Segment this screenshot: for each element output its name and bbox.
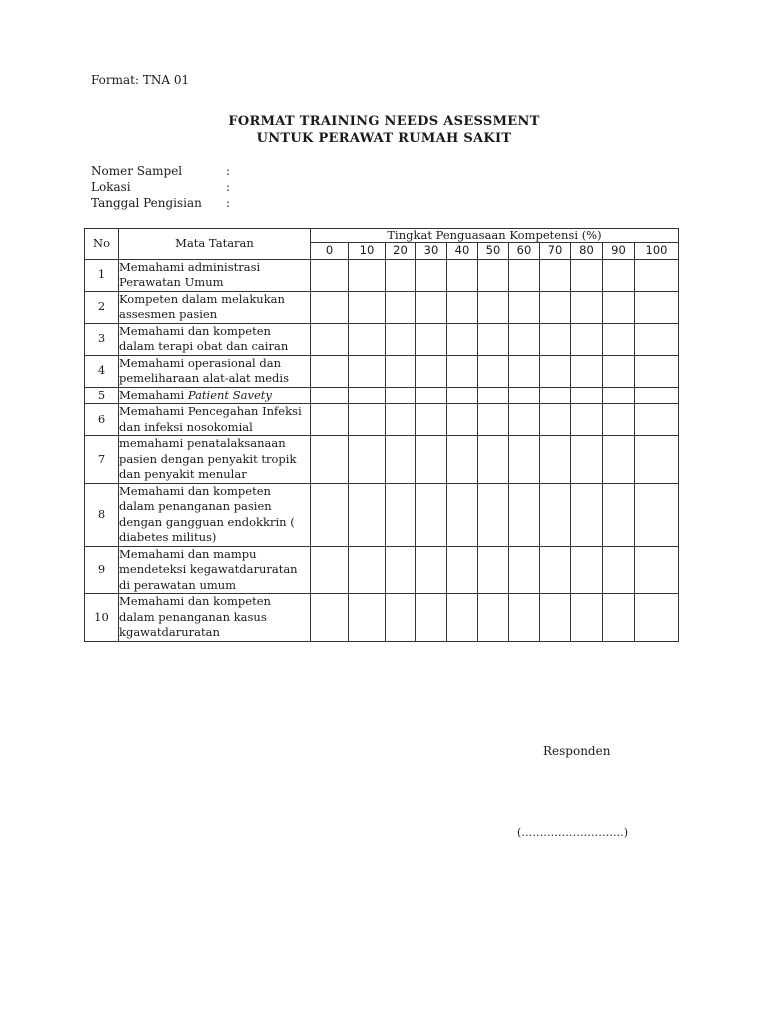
- level-checkbox-cell-60[interactable]: [509, 404, 540, 436]
- row-subject: [119, 436, 311, 484]
- level-checkbox-cell-90[interactable]: [603, 387, 635, 404]
- level-checkbox-cell-20[interactable]: [386, 355, 416, 387]
- table-row: [85, 387, 679, 404]
- level-checkbox-cell-90[interactable]: [603, 436, 635, 484]
- row-subject: [119, 404, 311, 436]
- level-checkbox-cell-90[interactable]: [603, 259, 635, 291]
- col-header-competency-level: Tingkat Penguasaan Kompetensi (%): [311, 229, 679, 243]
- level-checkbox-cell-30[interactable]: [416, 404, 447, 436]
- row-subject: [119, 355, 311, 387]
- row-number: 10: [85, 594, 119, 642]
- level-checkbox-cell-90[interactable]: [603, 594, 635, 642]
- row-subject: [119, 259, 311, 291]
- level-checkbox-cell-20[interactable]: [386, 387, 416, 404]
- level-header-60: 60: [509, 243, 540, 260]
- level-checkbox-cell-30[interactable]: [416, 323, 447, 355]
- level-header-80: 80: [571, 243, 603, 260]
- table-row: [85, 323, 679, 355]
- level-checkbox-cell-80[interactable]: [571, 387, 603, 404]
- level-checkbox-cell-20[interactable]: [386, 546, 416, 594]
- level-checkbox-cell-10[interactable]: [349, 404, 386, 436]
- level-checkbox-cell-20[interactable]: [386, 483, 416, 546]
- level-checkbox-cell-50[interactable]: [478, 323, 509, 355]
- level-checkbox-cell-0[interactable]: [311, 546, 349, 594]
- level-checkbox-cell-10[interactable]: [349, 355, 386, 387]
- level-checkbox-cell-100[interactable]: [635, 594, 679, 642]
- row-subject-text: Memahami dan kompeten dalam terapi obat dan cairan: [119, 323, 289, 353]
- level-checkbox-cell-80[interactable]: [571, 323, 603, 355]
- level-checkbox-cell-100[interactable]: [635, 483, 679, 546]
- field-colon-location: :: [226, 180, 231, 194]
- level-checkbox-cell-30[interactable]: [416, 259, 447, 291]
- level-checkbox-cell-20[interactable]: [386, 259, 416, 291]
- document-title-line2: UNTUK PERAWAT RUMAH SAKIT: [256, 131, 512, 146]
- level-checkbox-cell-90[interactable]: [603, 355, 635, 387]
- table-row: [85, 436, 679, 484]
- table-row: [85, 546, 679, 594]
- level-checkbox-cell-90[interactable]: [603, 404, 635, 436]
- level-checkbox-cell-80[interactable]: [571, 259, 603, 291]
- level-header-70: 70: [540, 243, 571, 260]
- col-header-subject: Mata Tataran: [119, 229, 311, 260]
- level-checkbox-cell-100[interactable]: [635, 546, 679, 594]
- row-number: 7: [85, 436, 119, 484]
- level-checkbox-cell-50[interactable]: [478, 594, 509, 642]
- level-checkbox-cell-70[interactable]: [540, 355, 571, 387]
- table-row: [85, 291, 679, 323]
- level-checkbox-cell-20[interactable]: [386, 404, 416, 436]
- table-row: [85, 594, 679, 642]
- level-checkbox-cell-10[interactable]: [349, 291, 386, 323]
- level-checkbox-cell-70[interactable]: [540, 594, 571, 642]
- level-checkbox-cell-70[interactable]: [540, 291, 571, 323]
- level-checkbox-cell-40[interactable]: [447, 483, 478, 546]
- level-checkbox-cell-0[interactable]: [311, 355, 349, 387]
- level-checkbox-cell-30[interactable]: [416, 355, 447, 387]
- level-checkbox-cell-80[interactable]: [571, 436, 603, 484]
- field-label-sample-number: Nomer Sampel: [91, 164, 183, 178]
- level-checkbox-cell-100[interactable]: [635, 387, 679, 404]
- table-row: [85, 404, 679, 436]
- row-subject-text: Memahami Pencegahan Infeksi dan infeksi nosokomial: [119, 404, 302, 434]
- level-checkbox-cell-90[interactable]: [603, 546, 635, 594]
- level-checkbox-cell-0[interactable]: [311, 436, 349, 484]
- level-checkbox-cell-30[interactable]: [416, 546, 447, 594]
- level-checkbox-cell-30[interactable]: [416, 483, 447, 546]
- level-checkbox-cell-70[interactable]: [540, 404, 571, 436]
- table-header-row: [85, 229, 679, 243]
- level-checkbox-cell-100[interactable]: [635, 259, 679, 291]
- level-checkbox-cell-0[interactable]: [311, 404, 349, 436]
- row-subject-prefix: Memahami: [119, 387, 188, 402]
- level-checkbox-cell-10[interactable]: [349, 323, 386, 355]
- level-checkbox-cell-50[interactable]: [478, 546, 509, 594]
- level-checkbox-cell-100[interactable]: [635, 323, 679, 355]
- level-checkbox-cell-40[interactable]: [447, 323, 478, 355]
- level-checkbox-cell-80[interactable]: [571, 594, 603, 642]
- level-checkbox-cell-20[interactable]: [386, 594, 416, 642]
- level-checkbox-cell-60[interactable]: [509, 387, 540, 404]
- row-subject-italic: Patient Savety: [187, 387, 272, 402]
- level-checkbox-cell-10[interactable]: [349, 546, 386, 594]
- level-checkbox-cell-10[interactable]: [349, 259, 386, 291]
- level-checkbox-cell-10[interactable]: [349, 594, 386, 642]
- level-checkbox-cell-10[interactable]: [349, 387, 386, 404]
- level-checkbox-cell-40[interactable]: [447, 387, 478, 404]
- level-checkbox-cell-60[interactable]: [509, 355, 540, 387]
- signature-placeholder: (……………………….): [517, 826, 629, 839]
- level-checkbox-cell-80[interactable]: [571, 546, 603, 594]
- row-subject-text: Memahami administrasi Perawatan Umum: [119, 259, 261, 289]
- level-checkbox-cell-0[interactable]: [311, 483, 349, 546]
- row-number: 3: [85, 323, 119, 355]
- level-checkbox-cell-80[interactable]: [571, 404, 603, 436]
- level-checkbox-cell-100[interactable]: [635, 404, 679, 436]
- level-checkbox-cell-40[interactable]: [447, 259, 478, 291]
- level-header-0: 0: [311, 243, 349, 260]
- field-colon-sample-number: :: [226, 164, 231, 178]
- level-checkbox-cell-70[interactable]: [540, 387, 571, 404]
- row-number: 1: [85, 259, 119, 291]
- row-subject: [119, 594, 311, 642]
- level-checkbox-cell-0[interactable]: [311, 387, 349, 404]
- row-number: 9: [85, 546, 119, 594]
- row-subject-text: Memahami dan mampu mendeteksi kegawatdaruratan di perawatan umum: [119, 546, 298, 592]
- level-checkbox-cell-0[interactable]: [311, 291, 349, 323]
- field-label-location: Lokasi: [91, 180, 131, 194]
- field-label-fill-date: Tanggal Pengisian: [91, 196, 202, 210]
- level-checkbox-cell-90[interactable]: [603, 291, 635, 323]
- row-number: 2: [85, 291, 119, 323]
- level-header-100: 100: [635, 243, 679, 260]
- level-checkbox-cell-60[interactable]: [509, 594, 540, 642]
- row-subject: [119, 387, 311, 404]
- level-checkbox-cell-30[interactable]: [416, 436, 447, 484]
- level-checkbox-cell-30[interactable]: [416, 291, 447, 323]
- row-subject-text: Memahami dan kompeten dalam penanganan pasien dengan gangguan endokkrin ( diabetes militus): [119, 483, 295, 544]
- level-checkbox-cell-40[interactable]: [447, 404, 478, 436]
- level-checkbox-cell-40[interactable]: [447, 436, 478, 484]
- row-number: 4: [85, 355, 119, 387]
- level-checkbox-cell-70[interactable]: [540, 323, 571, 355]
- row-subject-text: Memahami dan kompeten dalam penanganan kasus kgawatdaruratan: [119, 594, 271, 639]
- level-checkbox-cell-50[interactable]: [478, 355, 509, 387]
- row-subject: [119, 546, 311, 594]
- level-checkbox-cell-40[interactable]: [447, 291, 478, 323]
- level-checkbox-cell-50[interactable]: [478, 291, 509, 323]
- row-subject-text: memahami penatalaksanaan pasien dengan penyakit tropik dan penyakit menular: [119, 436, 297, 481]
- row-subject-text: Memahami operasional dan pemeliharaan alat-alat medis: [119, 355, 289, 385]
- row-subject: [119, 483, 311, 546]
- row-subject: [119, 323, 311, 355]
- level-checkbox-cell-30[interactable]: [416, 387, 447, 404]
- level-checkbox-cell-0[interactable]: [311, 259, 349, 291]
- level-checkbox-cell-70[interactable]: [540, 546, 571, 594]
- level-checkbox-cell-20[interactable]: [386, 323, 416, 355]
- level-checkbox-cell-100[interactable]: [635, 355, 679, 387]
- row-subject: [119, 291, 311, 323]
- row-subject-text: Kompeten dalam melakukan assesmen pasien: [119, 291, 285, 321]
- level-checkbox-cell-100[interactable]: [635, 436, 679, 484]
- level-header-50: 50: [478, 243, 509, 260]
- respondent-label: Responden: [543, 744, 611, 758]
- level-checkbox-cell-70[interactable]: [540, 436, 571, 484]
- level-checkbox-cell-100[interactable]: [635, 291, 679, 323]
- level-checkbox-cell-80[interactable]: [571, 483, 603, 546]
- level-checkbox-cell-10[interactable]: [349, 436, 386, 484]
- level-checkbox-cell-20[interactable]: [386, 291, 416, 323]
- level-checkbox-cell-60[interactable]: [509, 291, 540, 323]
- level-checkbox-cell-0[interactable]: [311, 594, 349, 642]
- level-checkbox-cell-70[interactable]: [540, 259, 571, 291]
- row-number: 5: [85, 387, 119, 404]
- level-checkbox-cell-10[interactable]: [349, 483, 386, 546]
- level-checkbox-cell-90[interactable]: [603, 483, 635, 546]
- row-number: 6: [85, 404, 119, 436]
- level-checkbox-cell-80[interactable]: [571, 355, 603, 387]
- level-checkbox-cell-50[interactable]: [478, 436, 509, 484]
- level-checkbox-cell-20[interactable]: [386, 436, 416, 484]
- level-checkbox-cell-60[interactable]: [509, 483, 540, 546]
- row-number: 8: [85, 483, 119, 546]
- level-checkbox-cell-40[interactable]: [447, 355, 478, 387]
- level-checkbox-cell-60[interactable]: [509, 546, 540, 594]
- document-title-line1: FORMAT TRAINING NEEDS ASESSMENT: [228, 114, 540, 129]
- level-header-40: 40: [447, 243, 478, 260]
- level-checkbox-cell-50[interactable]: [478, 404, 509, 436]
- level-checkbox-cell-40[interactable]: [447, 546, 478, 594]
- level-checkbox-cell-80[interactable]: [571, 291, 603, 323]
- table-row: [85, 355, 679, 387]
- format-code: Format: TNA 01: [91, 73, 190, 87]
- level-checkbox-cell-90[interactable]: [603, 323, 635, 355]
- level-header-10: 10: [349, 243, 386, 260]
- level-checkbox-cell-40[interactable]: [447, 594, 478, 642]
- level-header-90: 90: [603, 243, 635, 260]
- table-row: [85, 259, 679, 291]
- level-checkbox-cell-0[interactable]: [311, 323, 349, 355]
- level-checkbox-cell-60[interactable]: [509, 259, 540, 291]
- level-checkbox-cell-60[interactable]: [509, 323, 540, 355]
- field-colon-fill-date: :: [226, 196, 231, 210]
- level-checkbox-cell-50[interactable]: [478, 259, 509, 291]
- col-header-no: No: [85, 229, 119, 260]
- level-checkbox-cell-30[interactable]: [416, 594, 447, 642]
- level-checkbox-cell-50[interactable]: [478, 483, 509, 546]
- table-row: [85, 483, 679, 546]
- level-header-20: 20: [386, 243, 416, 260]
- level-checkbox-cell-60[interactable]: [509, 436, 540, 484]
- level-checkbox-cell-70[interactable]: [540, 483, 571, 546]
- competency-table: [84, 228, 679, 642]
- level-header-30: 30: [416, 243, 447, 260]
- level-checkbox-cell-50[interactable]: [478, 387, 509, 404]
